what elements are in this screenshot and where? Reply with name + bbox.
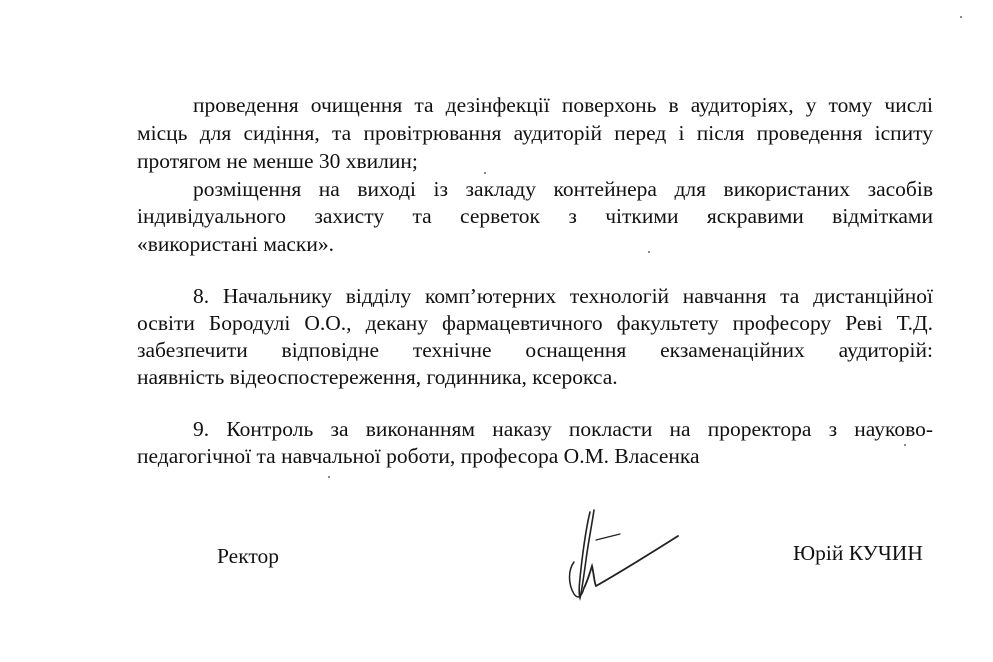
paragraph-line: 9. Контроль за виконанням наказу покласти на проректора з науково- (193, 417, 933, 441)
paragraph-line: педагогічної та навчальної роботи, професора О.М. Власенка (137, 444, 700, 468)
paragraph-line: місць для сидіння, та провітрювання аудиторій перед і після проведення іспиту (137, 121, 933, 145)
scan-speck (648, 251, 650, 253)
signatory-position: Ректор (217, 544, 279, 568)
scan-speck (328, 476, 330, 478)
scan-speck (484, 172, 486, 174)
paragraph-line: розміщення на виході із закладу контейнера для використаних засобів (193, 177, 933, 201)
paragraph-line: індивідуального захисту та серветок з чіткими яскравими відмітками (137, 204, 933, 228)
paragraph-line: протягом не менше 30 хвилин; (137, 149, 418, 173)
paragraph-line: забезпечити відповідне технічне оснащення екзаменаційних аудиторій: (137, 338, 933, 362)
handwritten-signature (560, 500, 690, 610)
paragraph-line: освіти Бородулі О.О., декану фармацевтичного факультету професору Реві Т.Д. (137, 311, 933, 335)
paragraph-line: «використані маски». (137, 232, 334, 256)
scan-speck (960, 16, 962, 18)
scan-speck (904, 444, 906, 446)
paragraph-line: наявність відеоспостереження, годинника, ксерокса. (137, 365, 618, 389)
signatory-name: Юрій КУЧИН (793, 541, 923, 565)
paragraph-line: проведення очищення та дезінфекції поверхонь в аудиторіях, у тому числі (193, 93, 933, 117)
paragraph-line: 8. Начальнику відділу комп’ютерних технологій навчання та дистанційної (193, 284, 933, 308)
